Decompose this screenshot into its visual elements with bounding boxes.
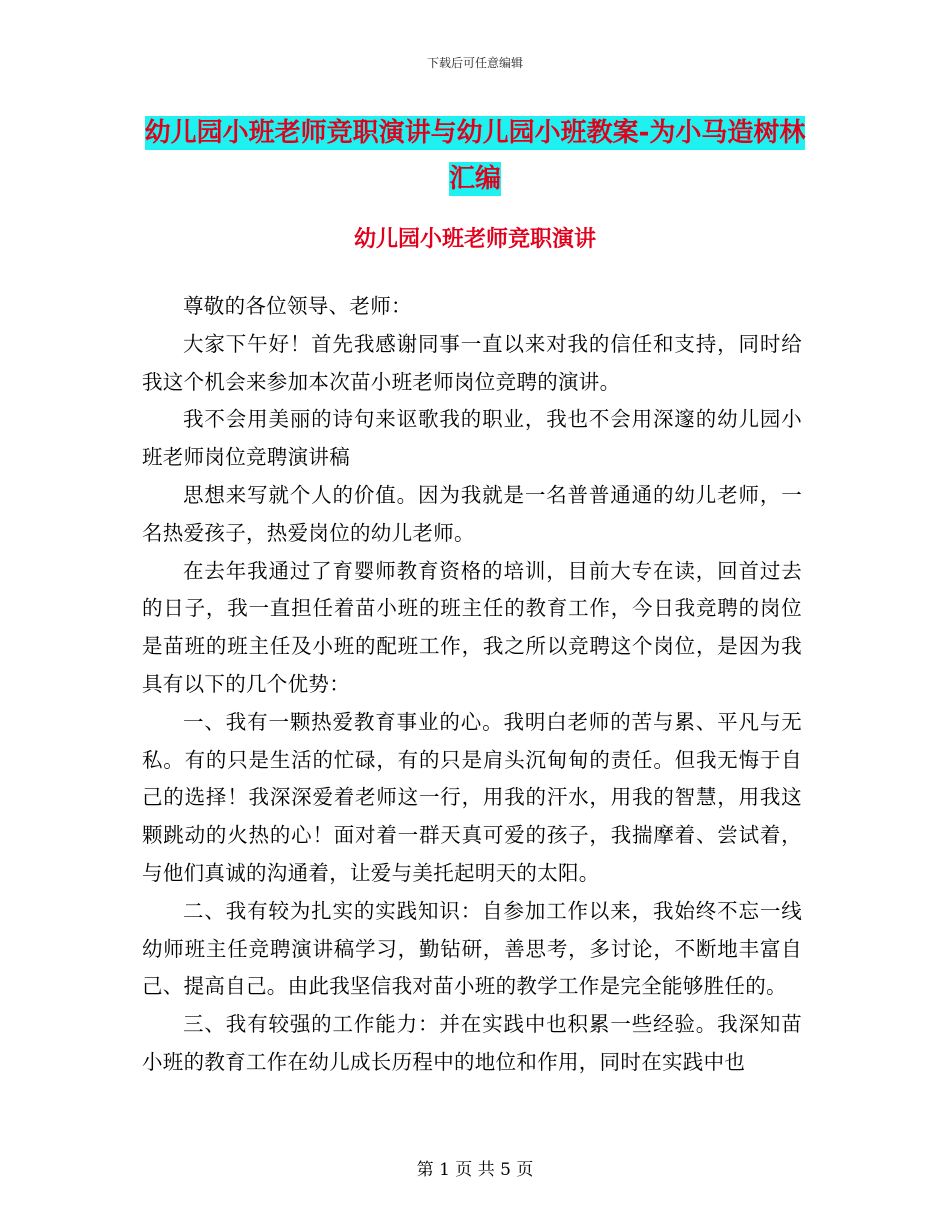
paragraph: 一、我有一颗热爱教育事业的心。我明白老师的苦与累、平凡与无私。有的只是生活的忙碌，有的只是肩头沉甸甸的责任。但我无悔于自己的选择！我深深爱着老师这一行，用我的汗水，用我的智慧，用我这颗跳动的火热的心！面对着一群天真可爱的孩子，我揣摩着、尝试着，与他们真诚的沟通着，让爱与美托起明天的太阳。 bbox=[142, 709, 802, 885]
paragraph: 在去年我通过了育婴师教育资格的培训，目前大专在读，回首过去的日子，我一直担任着苗小班的班主任的教育工作，今日我竞聘的岗位是苗班的班主任及小班的配班工作，我之所以竞聘这个岗位，是因为我具有以下的几个优势： bbox=[142, 558, 802, 696]
body-text bbox=[142, 288, 802, 1082]
document-title-text: 幼儿园小班老师竞职演讲与幼儿园小班教案-为小马造树林汇编 bbox=[144, 118, 806, 194]
document-title bbox=[140, 110, 810, 202]
paragraph: 思想来写就个人的价值。因为我就是一名普普通通的幼儿老师，一名热爱孩子，热爱岗位的幼儿老师。 bbox=[142, 482, 802, 545]
paragraph: 二、我有较为扎实的实践知识：自参加工作以来，我始终不忘一线幼师班主任竞聘演讲稿学习，勤钻研，善思考，多讨论，不断地丰富自己、提高自己。由此我坚信我对苗小班的教学工作是完全能够胜任的。 bbox=[142, 898, 802, 999]
page-footer: 第 1 页 共 5 页 bbox=[416, 1160, 534, 1180]
paragraph: 大家下午好！首先我感谢同事一直以来对我的信任和支持，同时给我这个机会来参加本次苗小班老师岗位竞聘的演讲。 bbox=[142, 331, 802, 394]
section-title: 幼儿园小班老师竞职演讲 bbox=[353, 227, 596, 252]
paragraph: 三、我有较强的工作能力：并在实践中也积累一些经验。我深知苗小班的教育工作在幼儿成长历程中的地位和作用，同时在实践中也 bbox=[142, 1012, 802, 1074]
header-note: 下载后可任意编辑 bbox=[426, 56, 523, 70]
paragraph: 我不会用美丽的诗句来讴歌我的职业，我也不会用深邃的幼儿园小班老师岗位竞聘演讲稿 bbox=[142, 407, 802, 470]
paragraph-salutation: 尊敬的各位领导、老师： bbox=[183, 294, 412, 318]
